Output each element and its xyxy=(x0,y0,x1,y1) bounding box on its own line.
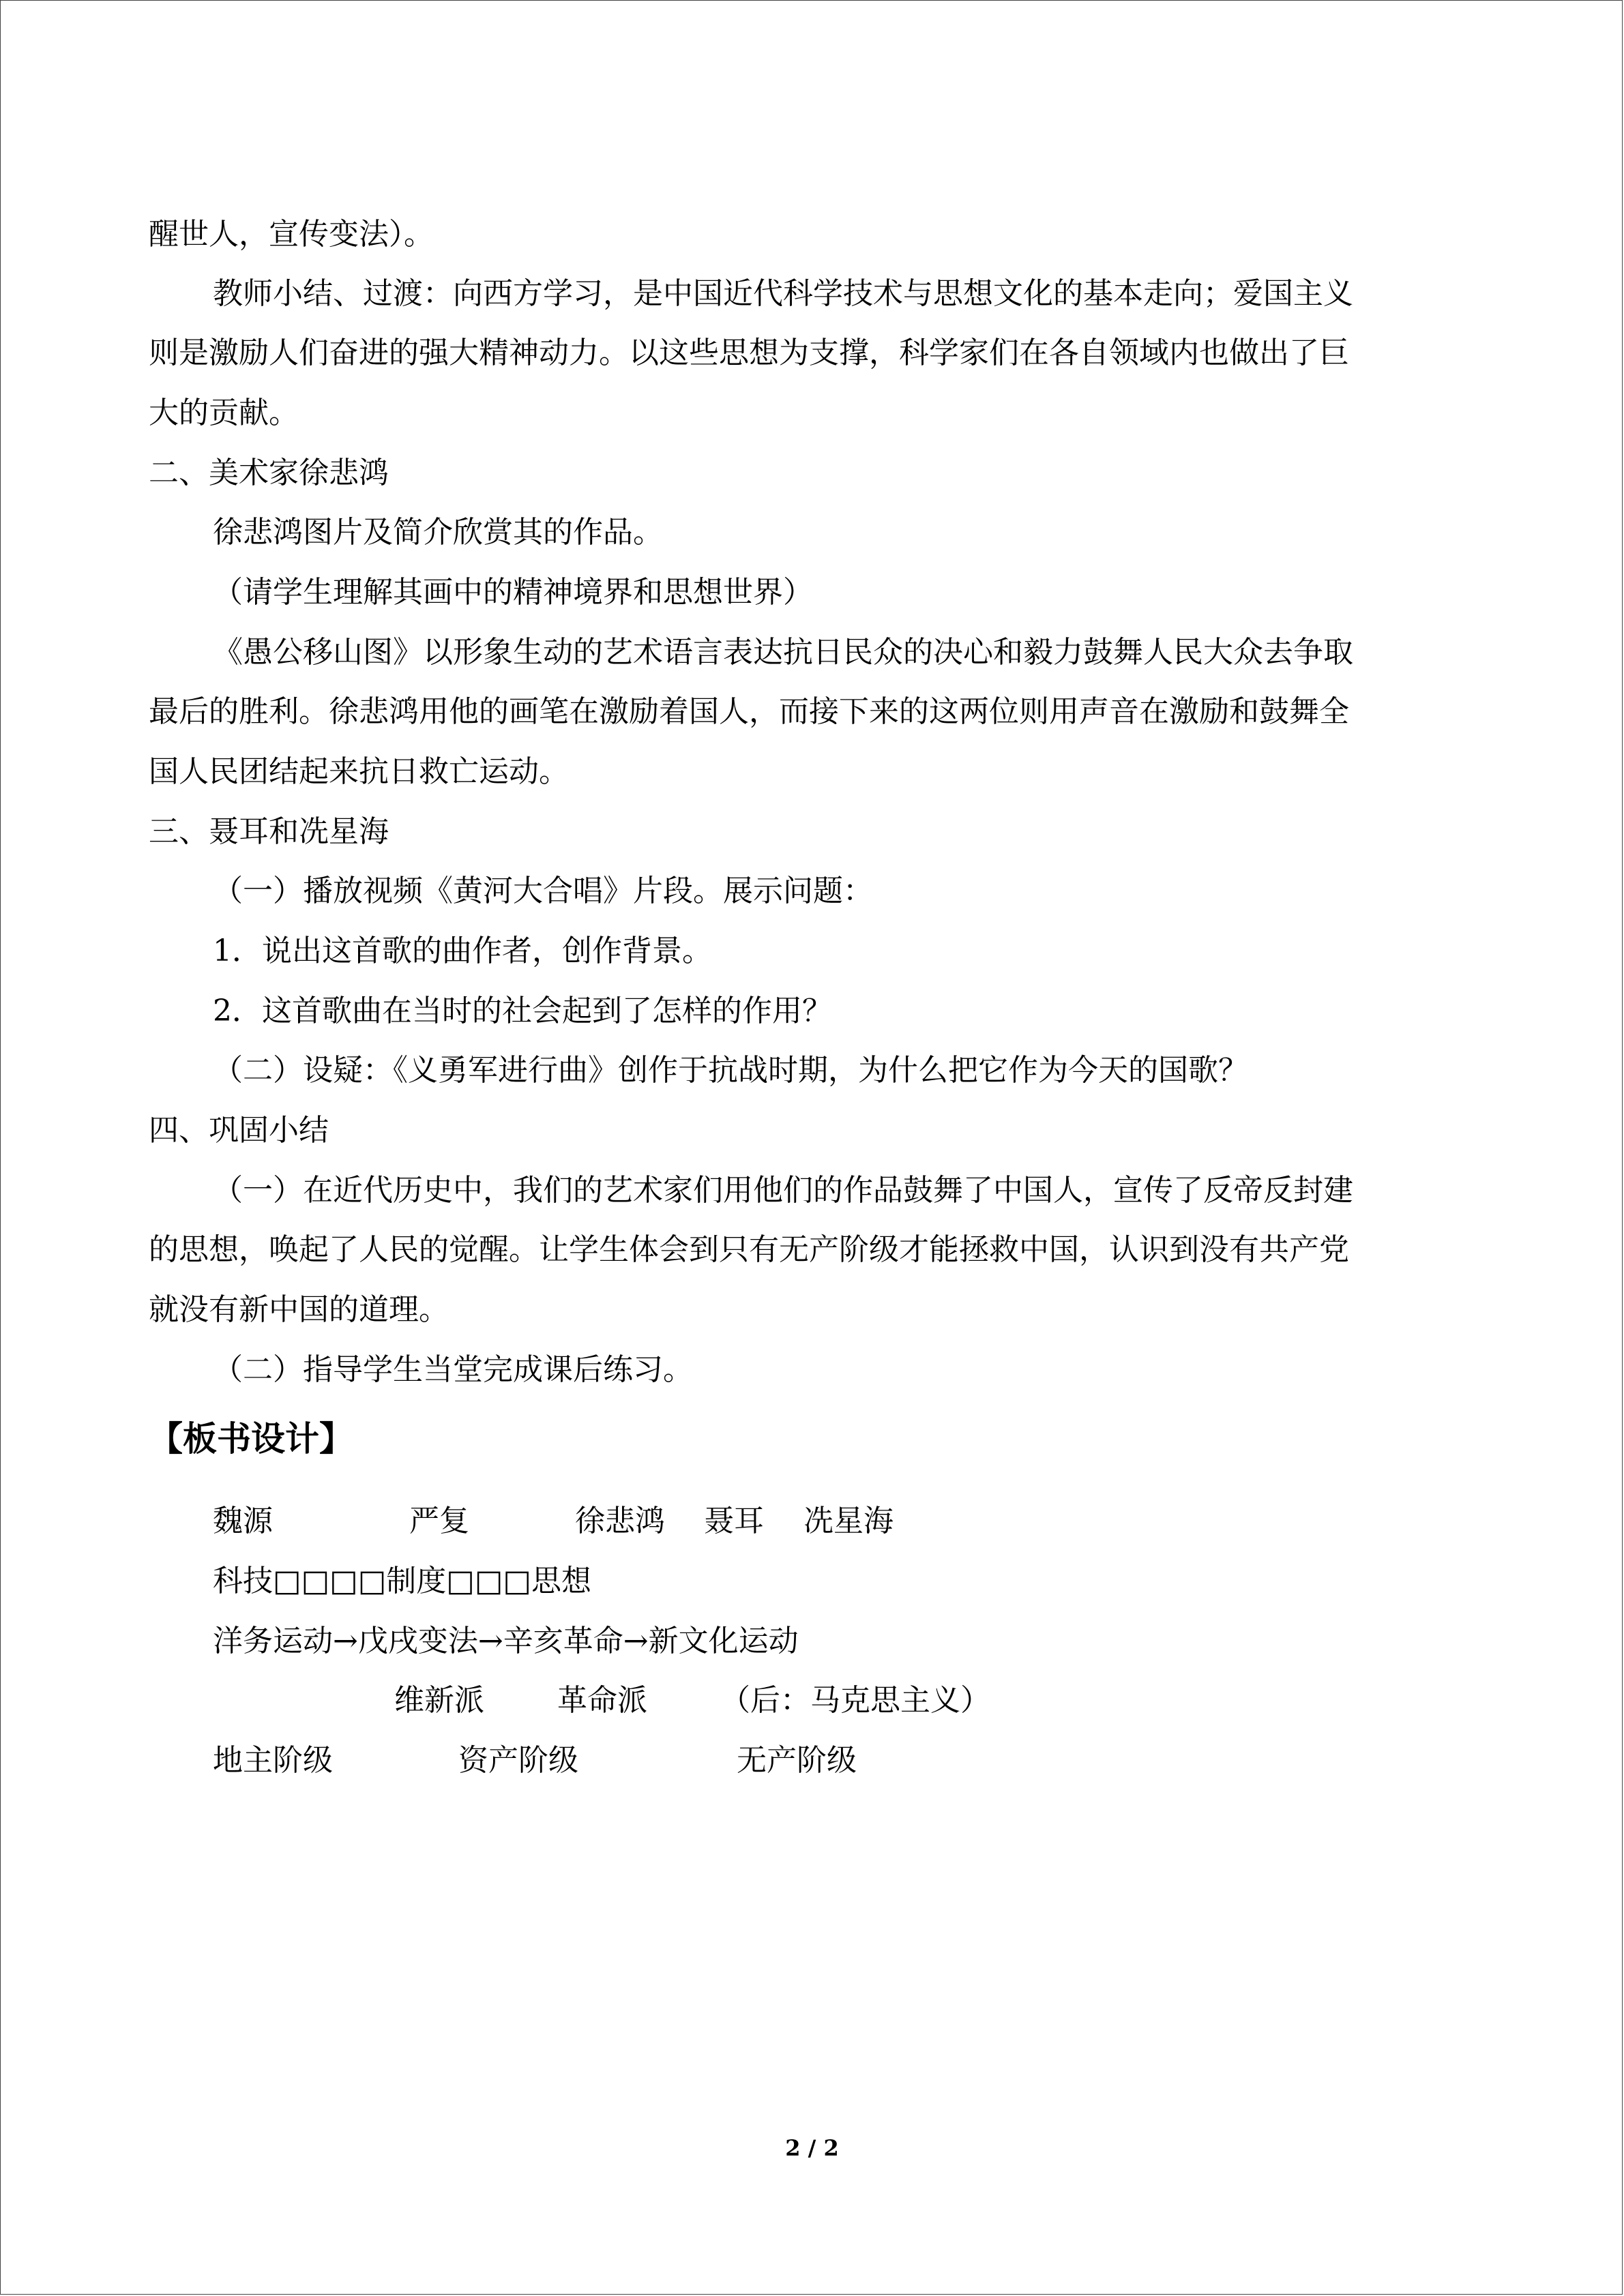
paragraph-line: 最后的胜利。徐悲鸿用他的画笔在激励着国人，而接下来的这两位则用声音在激励和鼓舞全 xyxy=(149,694,1349,729)
paragraph-line: 就没有新中国的道理。 xyxy=(149,1292,449,1327)
section-heading: 四、巩固小结 xyxy=(149,1113,329,1148)
board-word: 魏源 xyxy=(213,1504,273,1538)
board-word: 无产阶级 xyxy=(737,1743,857,1778)
board-word: 聂耳 xyxy=(704,1504,764,1538)
paragraph-line: 国人民团结起来抗日救亡运动。 xyxy=(149,754,569,789)
section-heading: 三、聂耳和冼星海 xyxy=(149,814,389,849)
board-word: 革命派 xyxy=(557,1683,647,1718)
list-item: 1．说出这首歌的曲作者，创作背景。 xyxy=(213,934,712,968)
paragraph-line: 醒世人，宣传变法）。 xyxy=(149,217,434,252)
board-word: 地主阶级 xyxy=(213,1743,333,1778)
list-item: 2．这首歌曲在当时的社会起到了怎样的作用？ xyxy=(213,994,832,1028)
paragraph-line: （一）播放视频《黄河大合唱》片段。展示问题： xyxy=(213,874,873,908)
board-word: 徐悲鸿 xyxy=(575,1504,665,1538)
board-word: （后：马克思主义） xyxy=(720,1683,990,1718)
board-word: 资产阶级 xyxy=(458,1743,578,1778)
board-line: 洋务运动→戊戌变法→辛亥革命→新文化运动 xyxy=(213,1624,799,1658)
board-word: 维新派 xyxy=(394,1683,484,1718)
board-word: 冼星海 xyxy=(803,1504,894,1538)
board-design-heading: 【板书设计】 xyxy=(149,1419,353,1459)
paragraph-line: 则是激励人们奋进的强大精神动力。以这些思想为支撑，科学家们在各自领域内也做出了巨 xyxy=(149,336,1349,370)
paragraph-line: （二）指导学生当堂完成课后练习。 xyxy=(213,1352,693,1387)
board-word: 严复 xyxy=(409,1504,469,1538)
paragraph-line: （一）在近代历史中，我们的艺术家们用他们的作品鼓舞了中国人，宣传了反帝反封建 xyxy=(213,1173,1353,1208)
section-heading: 二、美术家徐悲鸿 xyxy=(149,456,389,490)
paragraph-line: 大的贡献。 xyxy=(149,396,299,430)
page-number: 2 / 2 xyxy=(785,2135,839,2161)
paragraph-line: 教师小结、过渡：向西方学习，是中国近代科学技术与思想文化的基本走向；爱国主义 xyxy=(213,276,1353,311)
paragraph-line: 的思想，唤起了人民的觉醒。让学生体会到只有无产阶级才能拯救中国，认识到没有共产党 xyxy=(149,1232,1349,1267)
paragraph-line: 徐悲鸿图片及简介欣赏其的作品。 xyxy=(213,515,663,550)
board-line: 科技□□□□制度□□□思想 xyxy=(213,1564,592,1598)
paragraph-line: （请学生理解其画中的精神境界和思想世界） xyxy=(213,575,813,610)
paragraph-line: 《愚公移山图》以形象生动的艺术语言表达抗日民众的决心和毅力鼓舞人民大众去争取 xyxy=(213,635,1353,670)
paragraph-line: （二）设疑：《义勇军进行曲》创作于抗战时期，为什么把它作为今天的国歌？ xyxy=(213,1053,1248,1088)
